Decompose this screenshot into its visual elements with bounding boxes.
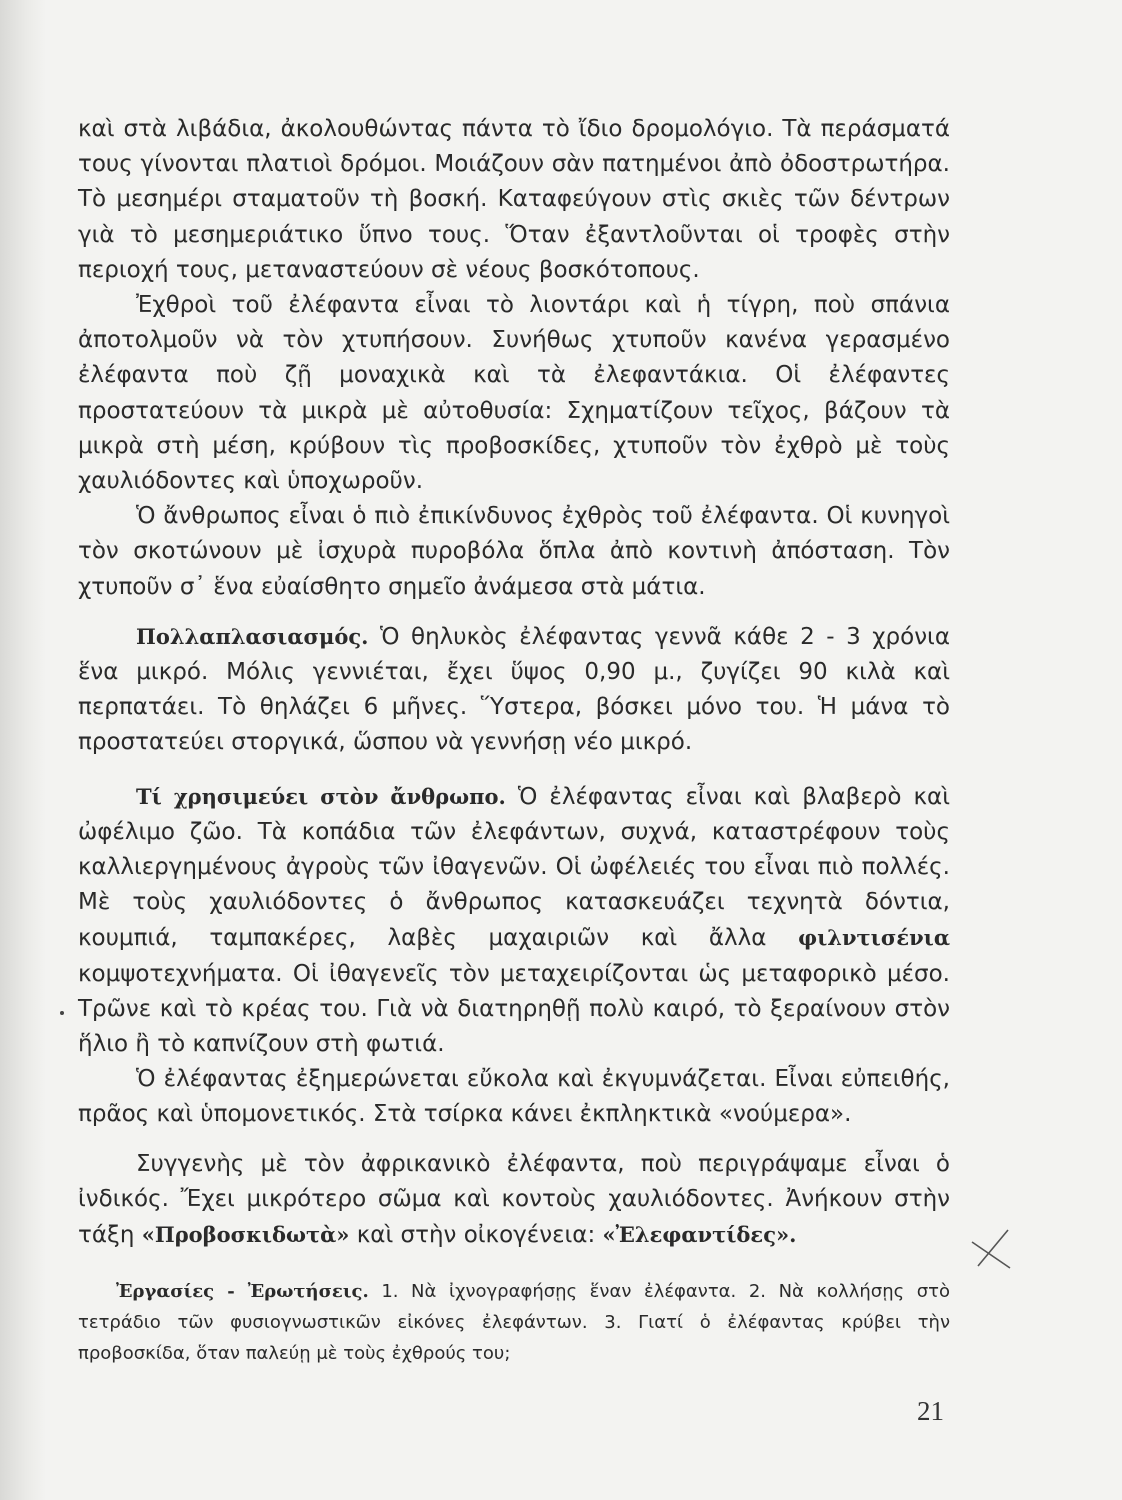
paragraph-classification [78,1147,950,1254]
reproduction-heading: Πολλαπλασιασμός. [136,623,369,649]
pencil-x-mark-icon [968,1228,1012,1272]
classification-text-b: καὶ στὴν οἰκογένεια: [349,1222,603,1249]
stray-dot [60,1011,64,1015]
classification-text-a: Συγγενὴς μὲ τὸν ἀφρικανικὸ ἐλέφαντα, ποὺ περιγράψαμε εἶναι ὁ ἰνδικός. Ἔχει μικρότερο σῶμα καὶ κοντοὺς χαυλιόδοντες. Ἀνήκουν στὴν τάξη [78,1150,950,1249]
paragraph-human-enemy: Ὁ ἄνθρωπος εἶναι ὁ πιὸ ἐπικίνδυνος ἐχθρὸς τοῦ ἐλέφαντα. Οἱ κυνηγοὶ τὸν σκοτώνουν μὲ ἰσχυρὰ πυροβόλα ὅπλα ἀπὸ κοντινὴ ἀπόσταση. Τὸν χτυποῦν σ᾿ ἕνα εὐαίσθητο σημεῖο ἀνάμεσα στὰ μάτια. [78,503,950,600]
classification-family: «Ἐλεφαντίδες». [602,1222,797,1248]
paragraph-reproduction [78,619,950,761]
exercises-section [78,1276,950,1369]
body-text [78,112,950,1253]
page-gutter-shadow [0,0,46,1500]
page-number: 21 [917,1396,944,1426]
paragraph-usefulness [78,779,950,1063]
paragraph-taming: Ὁ ἐλέφαντας ἐξημερώνεται εὔκολα καὶ ἐκγυμνάζεται. Εἶναι εὐπειθής, πρᾶος καὶ ὑπομονετικός. Στὰ τσίρκα κάνει ἐκπληκτικὰ «νούμερα». [78,1066,950,1128]
exercises-text: 1. Νὰ ἰχνογραφήσῃς ἕναν ἐλέφαντα. 2. Νὰ κολλήσῃς στὸ τετράδιο τῶν φυσιογνωστικῶν εἰκόνες ἐλεφάντων. 3. Γιατί ὁ ἐλέφαντας κρύβει τὴν προβοσκίδα, ὅταν παλεύῃ μὲ τοὺς ἐχθρούς του; [78,1281,950,1364]
usefulness-heading: Τί χρησιμεύει στὸν ἄνθρωπο. [136,783,506,809]
classification-order: «Προβοσκιδωτὰ» [141,1222,350,1248]
exercises-title: Ἐργασίες - Ἐρωτήσεις. [116,1281,369,1302]
usefulness-text-a: Ὁ ἐλέφαντας εἶναι καὶ βλαβερὸ καὶ ὠφέλιμο ζῶο. Τὰ κοπάδια τῶν ἐλεφάντων, συχνά, καταστρέφουν τοὺς καλλιεργημένους ἀγροὺς τῶν ἰθαγενῶν. Οἱ ὠφέλειές του εἶναι πιὸ πολλές. Μὲ τοὺς χαυλιόδοντες ὁ ἄνθρωπος κατασκευάζει τεχνητὰ δόντια, κουμπιά, ταμπακέρες, λαβὲς μαχαιριῶν καὶ ἄλλα [78,783,950,952]
usefulness-bold-word: φιλντισένια [798,925,950,951]
reproduction-text: Ὁ θηλυκὸς ἐλέφαντας γεννᾶ κάθε 2 - 3 χρόνια ἕνα μικρό. Μόλις γεννιέται, ἔχει ὕψος 0,90 μ., ζυγίζει 90 κιλὰ καὶ περπατάει. Τὸ θηλάζει 6 μῆνες. Ὕστερα, βόσκει μόνο του. Ἡ μάνα τὸ προστατεύει στοργικά, ὥσπου νὰ γεννήσῃ νέο μικρό. [78,623,950,756]
paragraph-enemies: Ἐχθροὶ τοῦ ἐλέφαντα εἶναι τὸ λιοντάρι καὶ ἡ τίγρη, ποὺ σπάνια ἀποτολμοῦν νὰ τὸν χτυπήσουν. Συνήθως χτυποῦν κανένα γερασμένο ἐλέφαντα ποὺ ζῇ μοναχικὰ καὶ τὰ ἐλεφαντάκια. Οἱ ἐλέφαντες προστατεύουν τὰ μικρὰ μὲ αὐτοθυσία: Σχηματίζουν τεῖχος, βάζουν τὰ μικρὰ στὴ μέση, κρύβουν τὶς προβοσκίδες, χτυποῦν τὸν ἐχθρὸ μὲ τοὺς χαυλιόδοντες καὶ ὑποχωροῦν. [78,292,950,495]
usefulness-text-b: κομψοτεχνήματα. Οἱ ἰθαγενεῖς τὸν μεταχειρίζονται ὡς μεταφορικὸ μέσο. Τρῶνε καὶ τὸ κρέας του. Γιὰ νὰ διατηρηθῇ πολὺ καιρό, τὸ ξεραίνουν στὸν ἥλιο ἢ τὸ καπνίζουν στὴ φωτιά. [78,960,950,1058]
paragraph-migration: καὶ στὰ λιβάδια, ἀκολουθώντας πάντα τὸ ἴδιο δρομολόγιο. Τὰ περάσματά τους γίνονται πλατιοὶ δρόμοι. Μοιάζουν σὰν πατημένοι ἀπὸ ὀδοστρωτήρα. Τὸ μεσημέρι σταματοῦν τὴ βοσκή. Καταφεύγουν στὶς σκιὲς τῶν δέντρων γιὰ τὸ μεσημεριάτικο ὕπνο τους. Ὅταν ἐξαντλοῦνται οἱ τροφὲς στὴν περιοχή τους, μεταναστεύουν σὲ νέους βοσκότοπους. [78,116,950,283]
